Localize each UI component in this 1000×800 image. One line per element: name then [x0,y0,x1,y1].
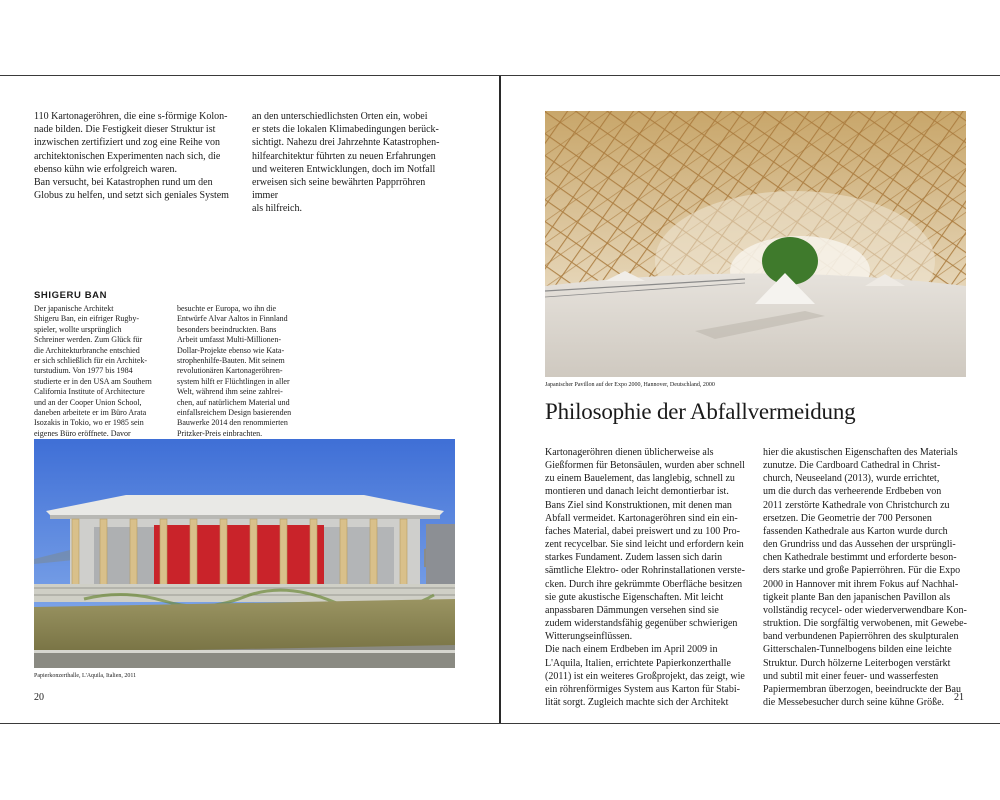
expo-pavilion-photo [545,111,966,377]
left-top-text-col1: 110 Kartonageröhren, die eine s-förmige Kolon- nade bilden. Die Festigkeit dieser Struktur ist inzwischen zertifiziert und zog eine Reihe von architektonischen Experimenten nach sich, die ebenso kühn wie erfolgreich waren. Ban versucht, bei Katastrophen rund um den Globus zu helfen, und setzt sich geniales System [34,111,229,202]
concert-hall-photo [34,439,455,668]
left-top-text-col2: an den unterschiedlichsten Orten ein, wobei er stets die lokalen Klimabedingungen berück- sichtigt. Nahezu drei Jahrzehnte Katastrophen- hilfearchitektur führten zu neuen Erfahrungen und weiteren Entwicklungen, doch im Notfall erweisen sich seine bewährten Papprröhren immer als hilfreich. [252,111,440,215]
page-number-right: 21 [954,692,964,703]
sidebar-text-col2: besuchte er Europa, wo ihn die Entwürfe Alvar Aaltos in Finnland besonders beeindruckten. Bans Arbeit umfasst Multi-Millionen- Dollar-Projekte ebenso wie Kata- strophenhilfe-Bauten. Mit seinem revolutionären Kartonageröhren- system hilft er Flüchtlingen in aller Welt, während ihm seine zahlrei- chen, auf natürlichem Material und einfallsreichem Design basierenden Bauwerke 2014 den renommierten Pritzker-Preis einbrachten. [177,304,292,438]
book-spread [0,75,1000,724]
page-number-left: 20 [34,692,44,703]
expo-pavilion-caption: Japanischer Pavillon auf der Expo 2000, Hannover, Deutschland, 2000 [545,382,715,388]
body-text-col2: hier die akustischen Eigenschaften des Materials zunutze. Die Cardboard Cathedral in Christ- church, Neuseeland (2013), wurde errichtet, um die durch das verheerende Erdbeben von 2011 zerstörte Kathedrale von Christchurch zu ersetzen. Die Geometrie der 700 Personen fassenden Kathedrale aus Karton wurde durch den Grundriss und das Aussehen der ursprüngli- chen Kathedrale bestimmt und erforderte beson- ders starke und große Papierröhren. Für die Expo 2000 in Hannover mit ihrem Fokus auf Nachhal- tigkeit plante Ban den japanischen Pavillon als vollständig recycel- oder wiederverwendbare Kon- struktion. Die sorgfältig verwobenen, mit Gewebe- band verbundenen Papierröhren des skulpturalen Gitterschalen-Tunnelbogens bilden eine leichte Struktur. Durch hölzerne Leiterbogen verstärkt und subtil mit einer feuer- und wasserfesten Papiermembran überzogen, beeindruckte der Bau die Messebesucher durch seine kühne Größe. [763,447,967,708]
section-heading: Philosophie der Abfallvermeidung [545,399,856,424]
body-text-col1: Kartonageröhren dienen üblicherweise als Gießformen für Betonsäulen, wurden aber schnell zu einem Bauelement, das langlebig, schnell zu montieren und danach leicht demontierbar ist. Bans Ziel sind Konstruktionen, mit denen man Abfall vermeidet. Kartonageröhren sind ein ein- faches Material, dabei preiswert und zu 100 Pro- zent recycelbar. Sie sind leicht und erfordern kein starkes Fundament. Zudem lassen sich darin sämtliche Elektro- oder Rohrinstallationen verste- cken. Durch ihre gekrümmte Oberfläche besitzen sie gute akustische Eigenschaften. Mit leicht anpassbaren Dämmungen versehen sind sie zudem widerstandsfähig gegenüber schwierigen Witterungseinflüssen. Die nach einem Erdbeben im April 2009 in L'Aquila, Italien, errichtete Papierkonzerthalle (2011) ist ein weiteres Großprojekt, das zeigt, wie ein röhrenförmiges System aus Karton für Stabi- lität sorgt. Zugleich machte sich der Architekt [545,447,745,708]
concert-hall-caption: Papierkonzerthalle, L'Aquila, Italien, 2011 [34,673,137,679]
sidebar-text-col1: Der japanische Architekt Shigeru Ban, ein eifriger Rugby- spieler, wollte ursprünglich Schreiner werden. Zum Glück für die Architekturbranche entschied er sich schließlich für ein Architek- turstudium. Von 1977 bis 1984 studierte er in den USA am Southern California Institute of Architecture und an der Cooper Union School, daneben arbeitete er im Büro Arata Isozakis in Tokio, wo er 1985 sein eigenes Büro eröffnete. Davor [34,304,152,438]
page-gutter [499,76,501,723]
sidebar-heading: SHIGERU BAN [34,290,108,301]
